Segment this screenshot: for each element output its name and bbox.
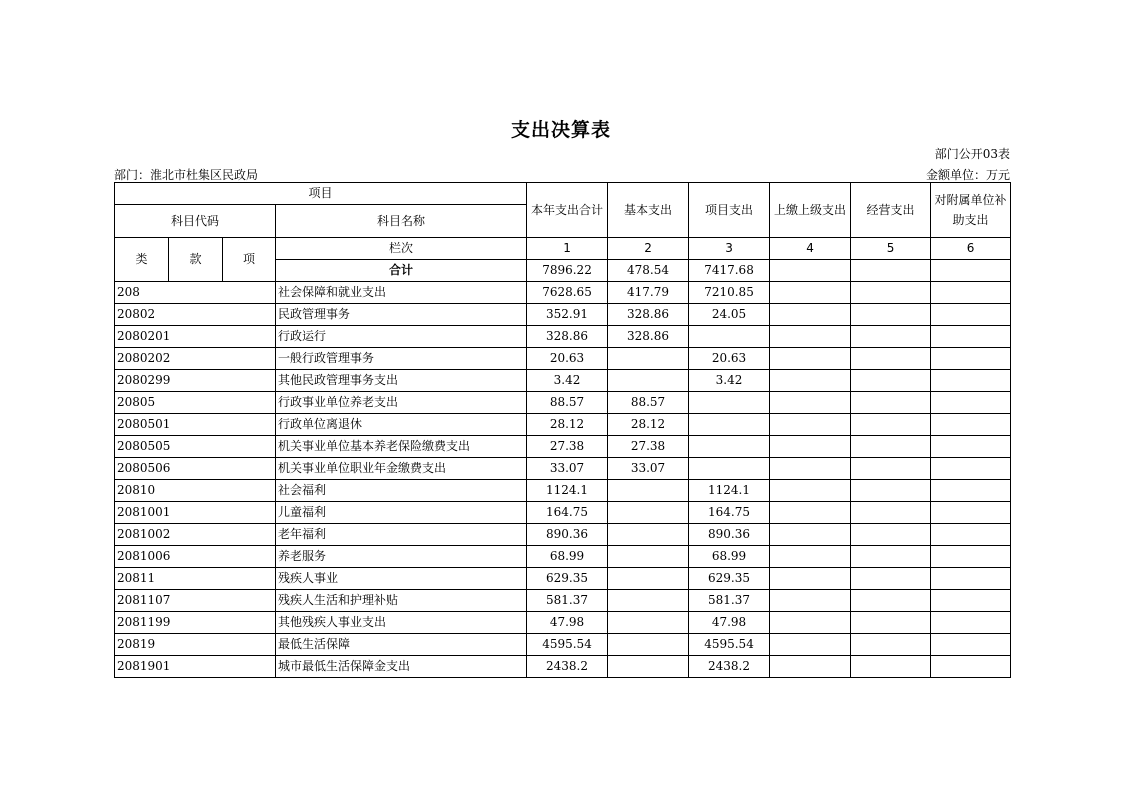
- row-basic-value: 27.38: [608, 436, 689, 458]
- col-number-4: 4: [770, 238, 851, 260]
- row-subject-code: 20810: [115, 480, 276, 502]
- row-business-value: [851, 634, 931, 656]
- row-project-value: 20.63: [689, 348, 770, 370]
- row-subsidy-value: [931, 590, 1011, 612]
- row-business-value: [851, 502, 931, 524]
- row-subject-code: 20811: [115, 568, 276, 590]
- row-upper-value: [770, 590, 851, 612]
- row-subsidy-value: [931, 656, 1011, 678]
- header-col-total: 本年支出合计: [527, 183, 608, 238]
- row-subsidy-value: [931, 634, 1011, 656]
- row-upper-value: [770, 414, 851, 436]
- col-number-2: 2: [608, 238, 689, 260]
- row-total-value: 3.42: [527, 370, 608, 392]
- row-subsidy-value: [931, 414, 1011, 436]
- row-upper-value: [770, 480, 851, 502]
- row-subsidy-value: [931, 458, 1011, 480]
- row-upper-value: [770, 546, 851, 568]
- row-basic-value: [608, 656, 689, 678]
- table-row: [115, 524, 1011, 546]
- row-total-value: 88.57: [527, 392, 608, 414]
- row-subject-name: 行政事业单位养老支出: [276, 392, 527, 414]
- row-subject-name: 机关事业单位职业年金缴费支出: [276, 458, 527, 480]
- row-total-value: 581.37: [527, 590, 608, 612]
- row-subject-code: 2080202: [115, 348, 276, 370]
- row-subsidy-value: [931, 524, 1011, 546]
- total-upper: [770, 260, 851, 282]
- row-subject-code: 20805: [115, 392, 276, 414]
- table-row: [115, 568, 1011, 590]
- header-col-project: 项目支出: [689, 183, 770, 238]
- row-subject-code: 2080505: [115, 436, 276, 458]
- row-business-value: [851, 326, 931, 348]
- row-subject-code: 2081006: [115, 546, 276, 568]
- row-subject-name: 民政管理事务: [276, 304, 527, 326]
- row-subject-code: 20819: [115, 634, 276, 656]
- row-subsidy-value: [931, 612, 1011, 634]
- row-total-value: 629.35: [527, 568, 608, 590]
- row-project-value: 24.05: [689, 304, 770, 326]
- table-row: [115, 480, 1011, 502]
- row-subject-name: 其他民政管理事务支出: [276, 370, 527, 392]
- table-row: [115, 392, 1011, 414]
- row-subject-name: 老年福利: [276, 524, 527, 546]
- row-subsidy-value: [931, 370, 1011, 392]
- table-row: [115, 458, 1011, 480]
- row-project-value: [689, 458, 770, 480]
- row-subsidy-value: [931, 502, 1011, 524]
- row-project-value: 2438.2: [689, 656, 770, 678]
- row-business-value: [851, 546, 931, 568]
- row-subject-name: 社会福利: [276, 480, 527, 502]
- row-subject-code: 208: [115, 282, 276, 304]
- row-subject-name: 养老服务: [276, 546, 527, 568]
- header-subject-name: 科目名称: [276, 205, 527, 238]
- row-subject-name: 行政运行: [276, 326, 527, 348]
- row-project-value: 7210.85: [689, 282, 770, 304]
- header-xiang: 项: [223, 238, 276, 282]
- row-upper-value: [770, 348, 851, 370]
- row-project-value: [689, 436, 770, 458]
- row-subject-name: 残疾人生活和护理补贴: [276, 590, 527, 612]
- row-business-value: [851, 304, 931, 326]
- row-basic-value: 417.79: [608, 282, 689, 304]
- row-basic-value: [608, 590, 689, 612]
- row-subsidy-value: [931, 326, 1011, 348]
- row-subject-name: 社会保障和就业支出: [276, 282, 527, 304]
- table-row: [115, 590, 1011, 612]
- row-business-value: [851, 568, 931, 590]
- row-upper-value: [770, 326, 851, 348]
- row-business-value: [851, 436, 931, 458]
- row-total-value: 27.38: [527, 436, 608, 458]
- header-subject-code: 科目代码: [115, 205, 276, 238]
- row-project-value: 629.35: [689, 568, 770, 590]
- row-total-value: 2438.2: [527, 656, 608, 678]
- row-project-value: 164.75: [689, 502, 770, 524]
- row-project-value: 1124.1: [689, 480, 770, 502]
- table-row: [115, 656, 1011, 678]
- row-total-value: 4595.54: [527, 634, 608, 656]
- row-upper-value: [770, 458, 851, 480]
- row-basic-value: [608, 370, 689, 392]
- row-total-value: 328.86: [527, 326, 608, 348]
- row-business-value: [851, 392, 931, 414]
- total-business: [851, 260, 931, 282]
- col-number-5: 5: [851, 238, 931, 260]
- row-subject-name: 城市最低生活保障金支出: [276, 656, 527, 678]
- table-row: [115, 612, 1011, 634]
- row-subject-name: 一般行政管理事务: [276, 348, 527, 370]
- row-basic-value: 328.86: [608, 326, 689, 348]
- row-subsidy-value: [931, 546, 1011, 568]
- row-subject-code: 2080201: [115, 326, 276, 348]
- row-basic-value: [608, 568, 689, 590]
- row-subject-code: 2081001: [115, 502, 276, 524]
- row-basic-value: [608, 502, 689, 524]
- col-number-6: 6: [931, 238, 1011, 260]
- row-basic-value: 33.07: [608, 458, 689, 480]
- row-upper-value: [770, 612, 851, 634]
- row-business-value: [851, 414, 931, 436]
- row-upper-value: [770, 436, 851, 458]
- row-subject-name: 机关事业单位基本养老保险缴费支出: [276, 436, 527, 458]
- form-code: 部门公开03表: [934, 147, 1010, 161]
- row-upper-value: [770, 392, 851, 414]
- row-subject-code: 2081199: [115, 612, 276, 634]
- row-upper-value: [770, 568, 851, 590]
- col-number-1: 1: [527, 238, 608, 260]
- total-label: 合计: [276, 260, 527, 282]
- page-title: 支出决算表: [510, 119, 611, 141]
- row-subject-name: 行政单位离退休: [276, 414, 527, 436]
- header-item: 项目: [115, 183, 527, 205]
- row-subsidy-value: [931, 568, 1011, 590]
- row-upper-value: [770, 656, 851, 678]
- row-basic-value: [608, 480, 689, 502]
- unit-label: 金额单位：万元: [925, 168, 1010, 182]
- row-subject-code: 20802: [115, 304, 276, 326]
- row-subject-code: 2081901: [115, 656, 276, 678]
- table-row: [115, 634, 1011, 656]
- total-basic: 478.54: [608, 260, 689, 282]
- row-total-value: 28.12: [527, 414, 608, 436]
- row-basic-value: [608, 612, 689, 634]
- header-col-upper: 上缴上级支出: [770, 183, 851, 238]
- row-business-value: [851, 590, 931, 612]
- table-row: [115, 370, 1011, 392]
- row-subject-code: 2080506: [115, 458, 276, 480]
- row-business-value: [851, 612, 931, 634]
- header-kuan: 款: [169, 238, 223, 282]
- row-total-value: 20.63: [527, 348, 608, 370]
- total-subsidy: [931, 260, 1011, 282]
- row-basic-value: 328.86: [608, 304, 689, 326]
- row-project-value: [689, 326, 770, 348]
- row-subsidy-value: [931, 480, 1011, 502]
- row-basic-value: [608, 524, 689, 546]
- row-subsidy-value: [931, 436, 1011, 458]
- row-basic-value: [608, 546, 689, 568]
- row-business-value: [851, 370, 931, 392]
- row-project-value: [689, 392, 770, 414]
- row-total-value: 164.75: [527, 502, 608, 524]
- row-total-value: 352.91: [527, 304, 608, 326]
- row-project-value: 4595.54: [689, 634, 770, 656]
- row-basic-value: 88.57: [608, 392, 689, 414]
- row-project-value: 581.37: [689, 590, 770, 612]
- row-upper-value: [770, 634, 851, 656]
- row-project-value: 68.99: [689, 546, 770, 568]
- department-label: 部门：淮北市杜集区民政局: [114, 168, 259, 182]
- row-total-value: 33.07: [527, 458, 608, 480]
- table-row: [115, 304, 1011, 326]
- row-business-value: [851, 480, 931, 502]
- row-subsidy-value: [931, 392, 1011, 414]
- col-number-3: 3: [689, 238, 770, 260]
- table-row: [115, 436, 1011, 458]
- row-project-value: 890.36: [689, 524, 770, 546]
- row-project-value: 47.98: [689, 612, 770, 634]
- row-subject-code: 2080501: [115, 414, 276, 436]
- row-subject-code: 2081107: [115, 590, 276, 612]
- table-row: [115, 326, 1011, 348]
- row-upper-value: [770, 502, 851, 524]
- header-col-subsidy: 对附属单位补助支出: [931, 183, 1011, 238]
- row-business-value: [851, 458, 931, 480]
- row-subsidy-value: [931, 282, 1011, 304]
- total-project: 7417.68: [689, 260, 770, 282]
- header-col-basic: 基本支出: [608, 183, 689, 238]
- expenditure-table: [114, 182, 1011, 678]
- row-upper-value: [770, 524, 851, 546]
- table-row: [115, 502, 1011, 524]
- row-project-value: [689, 414, 770, 436]
- row-business-value: [851, 282, 931, 304]
- table-row: [115, 546, 1011, 568]
- header-col-business: 经营支出: [851, 183, 931, 238]
- row-upper-value: [770, 370, 851, 392]
- row-upper-value: [770, 304, 851, 326]
- row-subject-code: 2081002: [115, 524, 276, 546]
- row-business-value: [851, 524, 931, 546]
- total-total: 7896.22: [527, 260, 608, 282]
- row-total-value: 1124.1: [527, 480, 608, 502]
- row-total-value: 890.36: [527, 524, 608, 546]
- row-subject-name: 最低生活保障: [276, 634, 527, 656]
- header-lanci: 栏次: [276, 238, 527, 260]
- row-basic-value: [608, 348, 689, 370]
- row-upper-value: [770, 282, 851, 304]
- row-business-value: [851, 656, 931, 678]
- row-subsidy-value: [931, 348, 1011, 370]
- header-lei: 类: [115, 238, 169, 282]
- row-total-value: 7628.65: [527, 282, 608, 304]
- row-basic-value: [608, 634, 689, 656]
- row-basic-value: 28.12: [608, 414, 689, 436]
- table-row: [115, 414, 1011, 436]
- row-subject-name: 儿童福利: [276, 502, 527, 524]
- row-business-value: [851, 348, 931, 370]
- row-subject-code: 2080299: [115, 370, 276, 392]
- row-subsidy-value: [931, 304, 1011, 326]
- table-row: [115, 282, 1011, 304]
- row-total-value: 47.98: [527, 612, 608, 634]
- row-project-value: 3.42: [689, 370, 770, 392]
- row-subject-name: 残疾人事业: [276, 568, 527, 590]
- table-row: [115, 348, 1011, 370]
- row-subject-name: 其他残疾人事业支出: [276, 612, 527, 634]
- row-total-value: 68.99: [527, 546, 608, 568]
